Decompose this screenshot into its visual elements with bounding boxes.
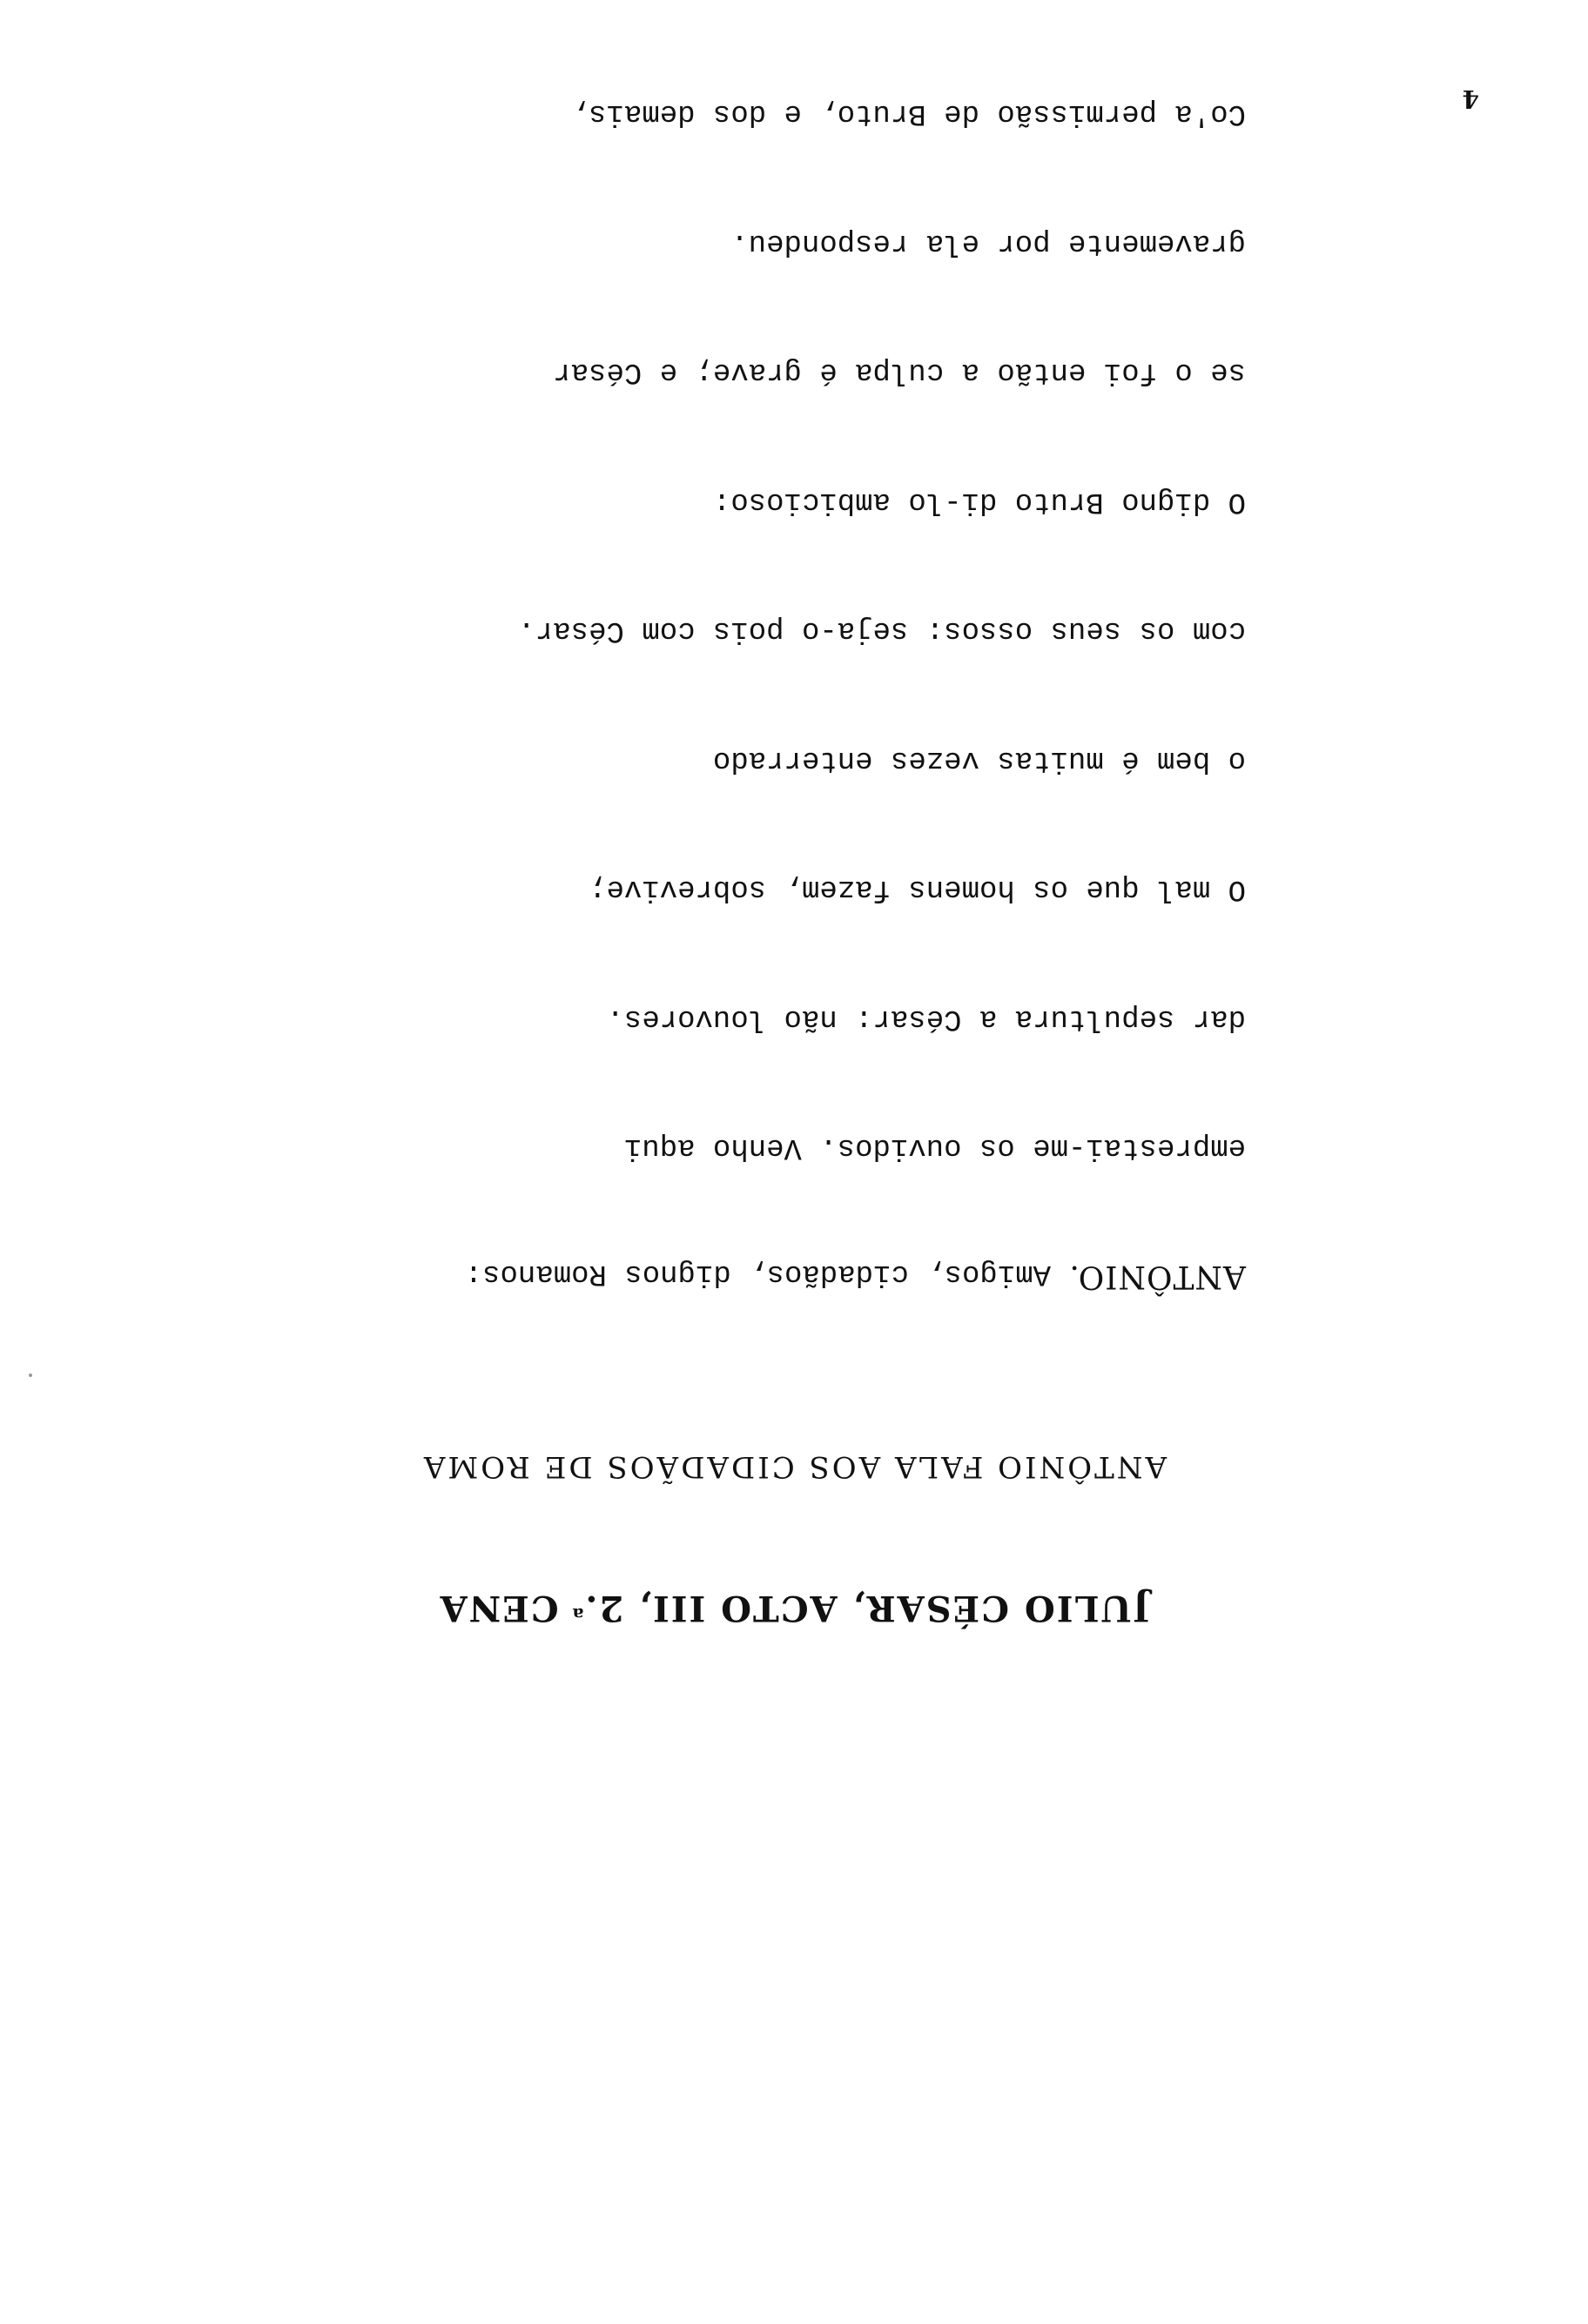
scan-speck: [29, 1374, 32, 1377]
title-end: CENA: [438, 1588, 573, 1629]
verse-line-text: Amigos, cidadãos, dignos Romanos:: [464, 1257, 1069, 1290]
page-title: [0, 1586, 1588, 1636]
verse-line: dar sepultura a César: não louvores.: [606, 1002, 1246, 1035]
page-number: 4: [1462, 84, 1479, 113]
verse-line: O mal que os homens fazem, sobrevive;: [589, 872, 1246, 906]
verse-line: [245, 0, 1246, 5]
title-main: JULIO CÉSAR, ACTO III, 2.: [583, 1588, 1150, 1629]
verse-line: gravemente por ela respondeu.: [730, 226, 1246, 259]
verse-line: emprestai-me os ouvidos. Venho aqui: [623, 1131, 1246, 1165]
speech-verse: [245, 0, 1246, 1384]
verse-line: Co'a permissão de Bruto, e dos demais,: [570, 97, 1246, 131]
speaker-name: ANTÔNIO.: [1068, 1259, 1246, 1294]
verse-line: [245, 1255, 1246, 1299]
title-superscript: a: [572, 1604, 584, 1625]
verse-line: o bem é muitas vezes enterrado: [712, 743, 1246, 776]
verse-line: se o foi então a culpa é grave; e César: [553, 355, 1246, 389]
page-subtitle: ANTÔNIO FALA AOS CIDADÃOS DE ROMA: [421, 1449, 1167, 1484]
verse-line: O digno Bruto di-lo ambicioso:: [712, 485, 1246, 518]
verse-line: com os seus ossos: seja-o pois com César.: [517, 614, 1246, 648]
